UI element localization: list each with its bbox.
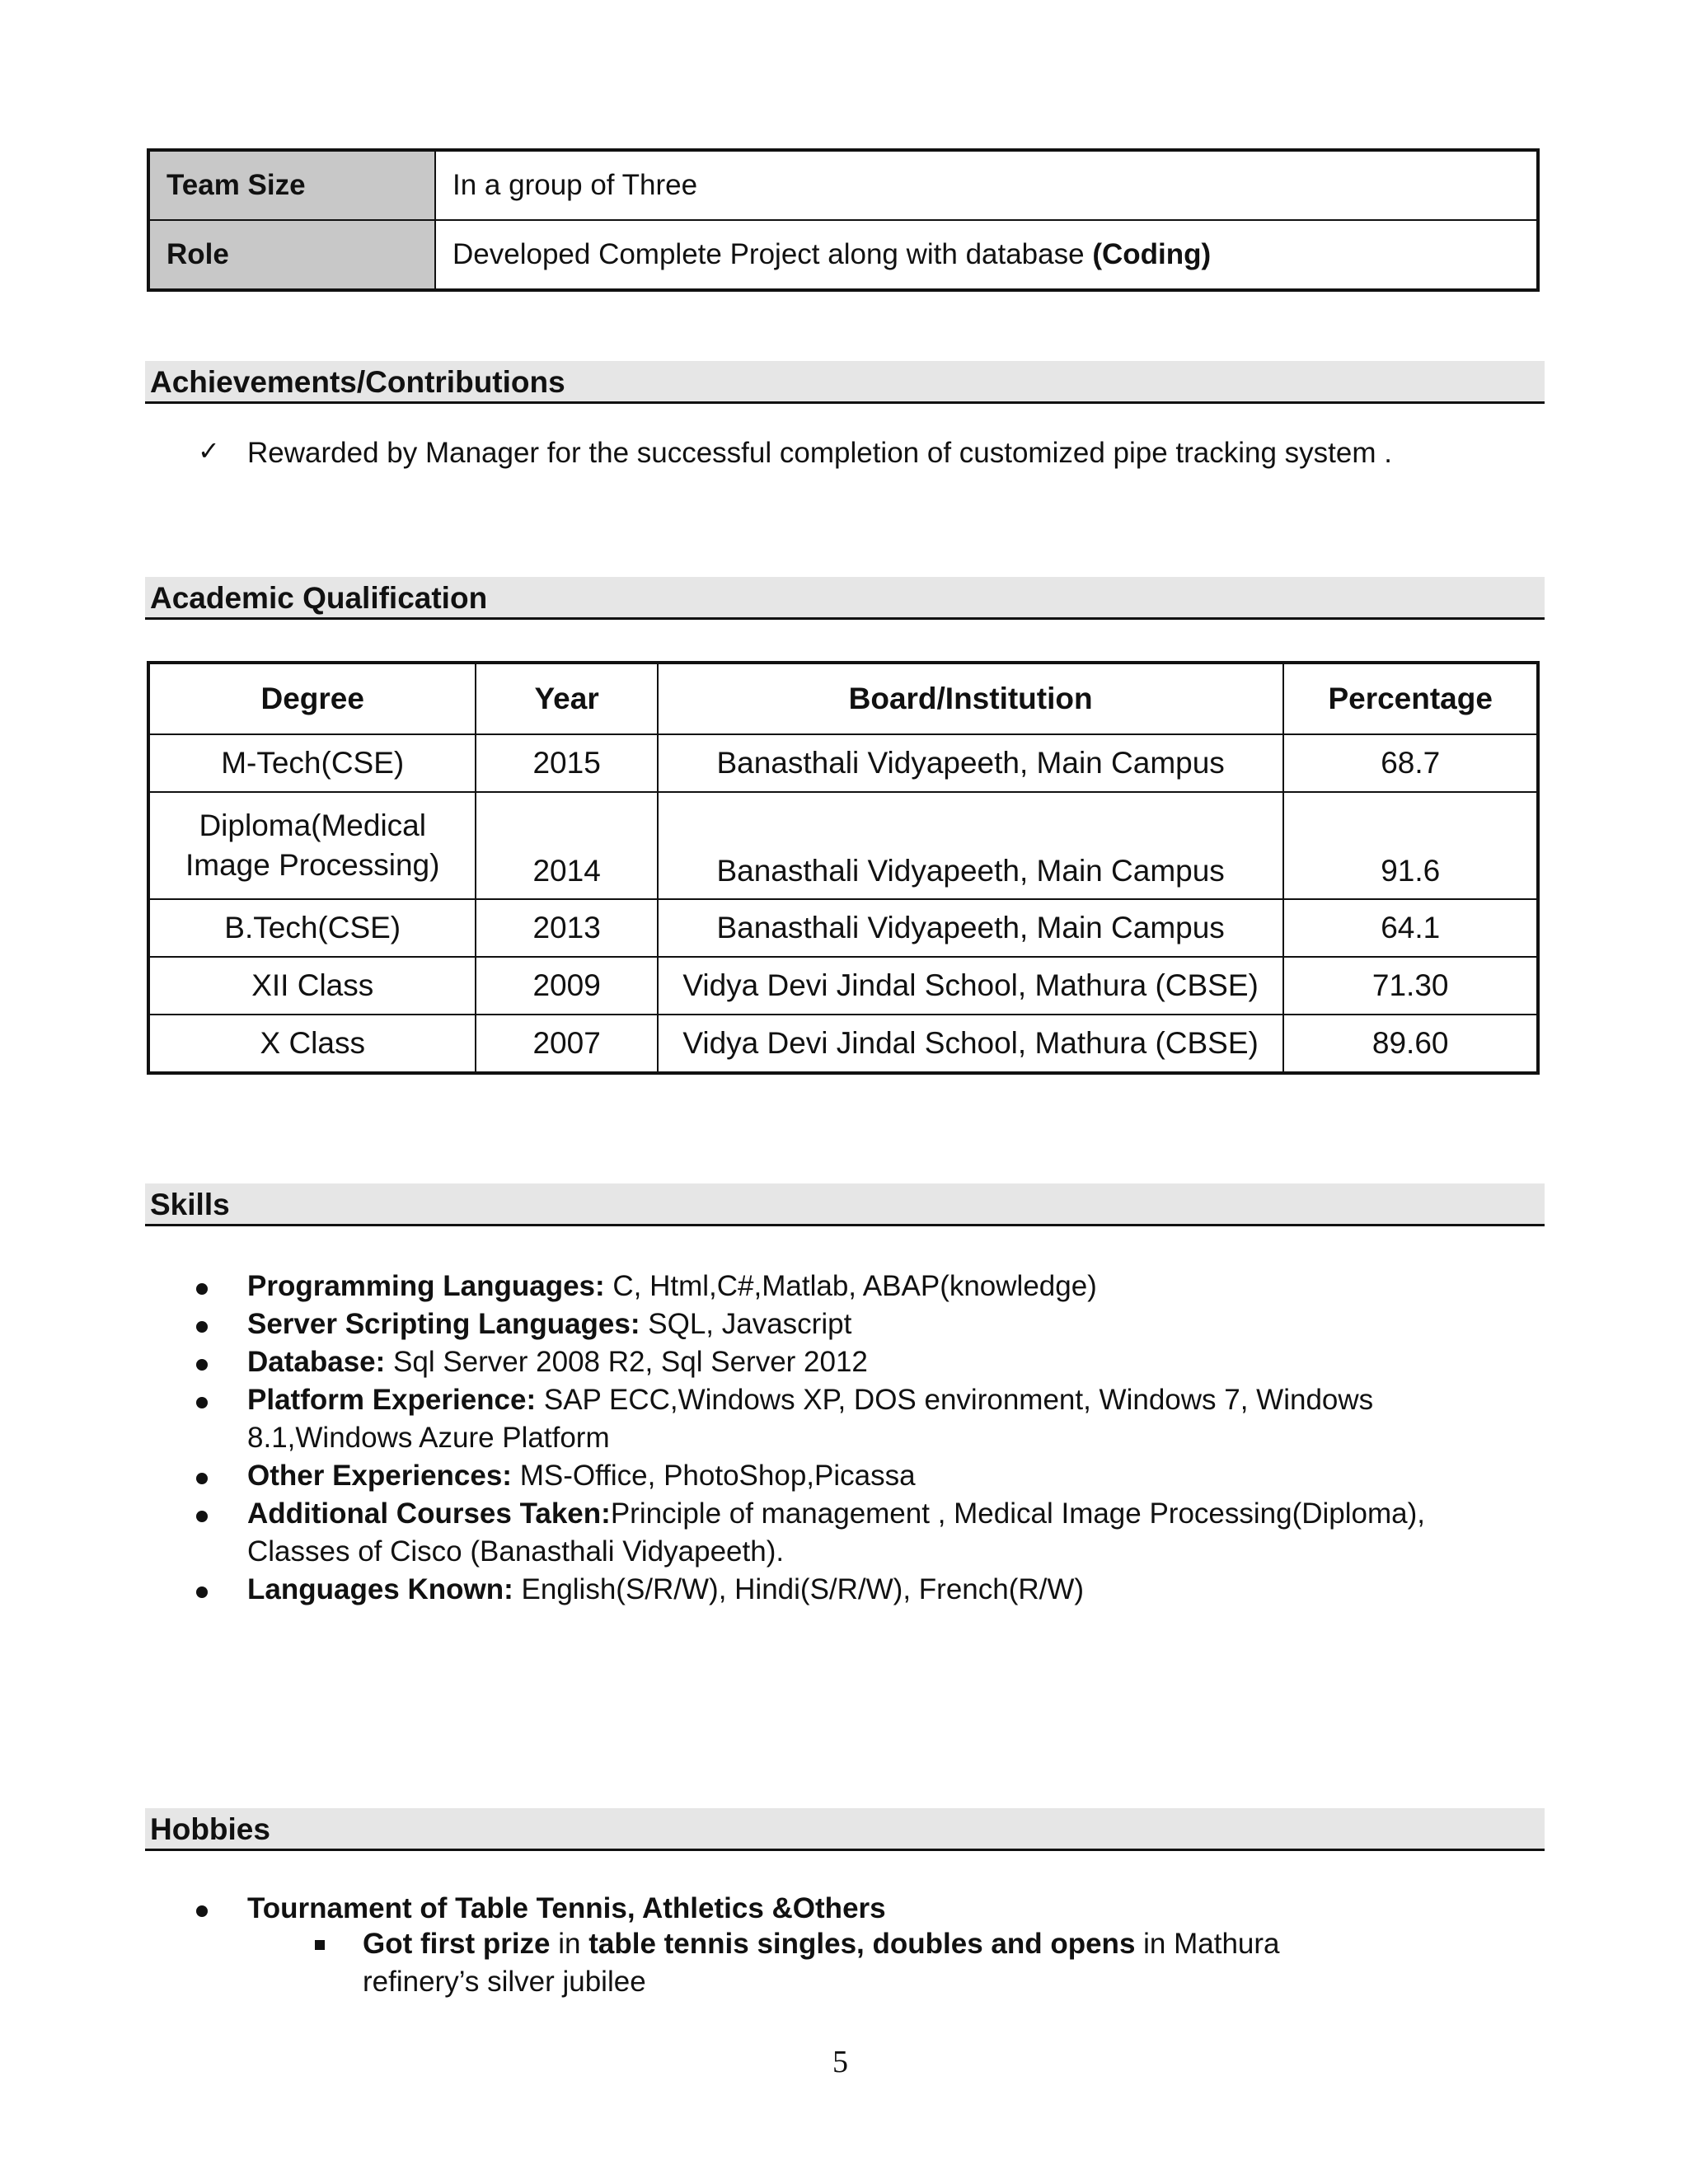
col-degree: Degree	[148, 663, 476, 734]
percentage-cell: 68.7	[1283, 734, 1538, 792]
bullet-icon	[196, 1905, 208, 1917]
skill-item: Platform Experience: SAP ECC,Windows XP, DOS environment, Windows 7, Windows 8.1,Windows Azure Platform	[247, 1384, 1374, 1454]
bullet-icon	[196, 1283, 208, 1295]
table-row	[148, 792, 1538, 899]
col-percentage: Percentage	[1283, 663, 1538, 734]
year-cell: 2013	[476, 899, 657, 957]
table-row	[148, 220, 1538, 290]
hobby-subitem: Got first prize in table tennis singles, doubles and opens in Mathura refinery’s silver jubilee	[363, 1928, 1280, 1998]
bullet-icon	[196, 1397, 208, 1408]
hobbies-heading: Hobbies	[145, 1808, 1545, 1851]
team-size-value: In a group of Three	[435, 150, 1538, 220]
table-row	[148, 957, 1538, 1015]
degree-cell: XII Class	[148, 957, 476, 1015]
board-cell: Banasthali Vidyapeeth, Main Campus	[658, 899, 1284, 957]
table-row	[148, 899, 1538, 957]
bullet-icon	[196, 1359, 208, 1371]
col-board: Board/Institution	[658, 663, 1284, 734]
skill-item: Additional Courses Taken:Principle of management , Medical Image Processing(Diploma), Classes of Cisco (Banasthali Vidyapeeth).	[247, 1497, 1426, 1568]
board-cell: Banasthali Vidyapeeth, Main Campus	[658, 792, 1284, 899]
project-info-table	[147, 148, 1540, 292]
year-cell: 2009	[476, 957, 657, 1015]
checkmark-icon: ✓	[198, 436, 220, 466]
hobby-item: Tournament of Table Tennis, Athletics &Others	[247, 1892, 886, 1924]
page-number: 5	[832, 2045, 848, 2079]
skill-item: Database: Sql Server 2008 R2, Sql Server 2012	[247, 1346, 868, 1378]
role-label: Role	[148, 220, 435, 290]
degree-cell: M-Tech(CSE)	[148, 734, 476, 792]
percentage-cell: 89.60	[1283, 1015, 1538, 1073]
skill-item: Programming Languages: C, Html,C#,Matlab, ABAP(knowledge)	[247, 1270, 1097, 1302]
board-cell: Vidya Devi Jindal School, Mathura (CBSE)	[658, 957, 1284, 1015]
degree-cell: B.Tech(CSE)	[148, 899, 476, 957]
skills-heading: Skills	[145, 1183, 1545, 1226]
bullet-icon	[196, 1586, 208, 1598]
year-cell: 2014	[476, 792, 657, 899]
percentage-cell: 64.1	[1283, 899, 1538, 957]
year-cell: 2015	[476, 734, 657, 792]
skill-item: Server Scripting Languages: SQL, Javascript	[247, 1308, 852, 1340]
table-row	[148, 150, 1538, 220]
degree-cell: X Class	[148, 1015, 476, 1073]
academic-table	[147, 661, 1540, 1075]
table-row	[148, 734, 1538, 792]
square-bullet-icon	[315, 1940, 325, 1950]
degree-cell: Diploma(Medical Image Processing)	[148, 792, 476, 899]
col-year: Year	[476, 663, 657, 734]
board-cell: Banasthali Vidyapeeth, Main Campus	[658, 734, 1284, 792]
table-header-row	[148, 663, 1538, 734]
team-size-label: Team Size	[148, 150, 435, 220]
achievements-heading: Achievements/Contributions	[145, 361, 1545, 404]
role-value: Developed Complete Project along with database (Coding)	[435, 220, 1538, 290]
skill-item: Other Experiences: MS-Office, PhotoShop,Picassa	[247, 1460, 916, 1492]
achievement-item: Rewarded by Manager for the successful completion of customized pipe tracking system .	[247, 437, 1392, 469]
bullet-icon	[196, 1473, 208, 1484]
bullet-icon	[196, 1511, 208, 1522]
bullet-icon	[196, 1321, 208, 1333]
year-cell: 2007	[476, 1015, 657, 1073]
percentage-cell: 71.30	[1283, 957, 1538, 1015]
skill-item: Languages Known: English(S/R/W), Hindi(S/R/W), French(R/W)	[247, 1573, 1085, 1605]
percentage-cell: 91.6	[1283, 792, 1538, 899]
table-row	[148, 1015, 1538, 1073]
board-cell: Vidya Devi Jindal School, Mathura (CBSE)	[658, 1015, 1284, 1073]
academic-heading: Academic Qualification	[145, 577, 1545, 620]
